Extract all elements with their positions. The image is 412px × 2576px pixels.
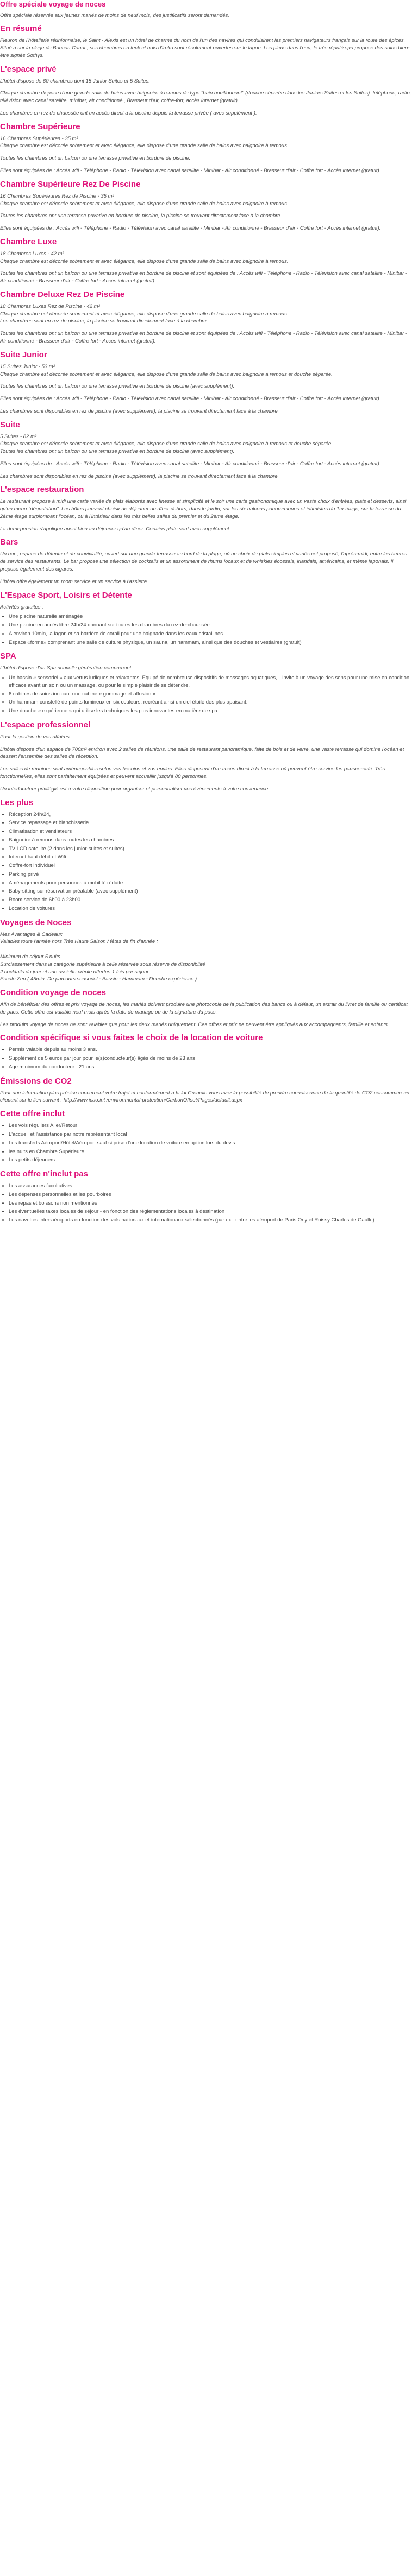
summary-text: Fleuron de l'hôtellerie réunionnaise, le Saint - Alexis est un hôtel de charme du nom de l'un des navires qui conduisirent les premiers navigateurs français sur la route des épices. Situé à sur la plage de Boucan Canot , ses chambres en teck et bois d'iroko sont résolument ouvertes sur le lagon. Les pieds dans l'eau, le très réputé spa propose des soins bien-être signés Sothys. bbox=[0, 37, 410, 59]
suite-junior-p4: Les chambres sont disponibles en rez de piscine (avec supplément), la piscine se trouvant directement face à la chambre bbox=[0, 408, 278, 414]
honeymoon-line: Surclassement dans la catégorie supérieure à celle réservée sous réserve de disponibilité bbox=[0, 961, 205, 967]
restaurant-title: L'espace restauration bbox=[0, 485, 84, 495]
suite-section bbox=[0, 420, 412, 480]
honeymoon-condition-section bbox=[0, 988, 412, 1028]
room-superieure-rdp-section bbox=[0, 180, 412, 232]
plus-title: Les plus bbox=[0, 798, 33, 807]
list-item: • Espace «forme» comprenant une salle de culture physique, un sauna, un hammam, ainsi que des douches et vestiaires (gratuit) bbox=[9, 639, 412, 647]
room-deluxe-description-2: Les chambres sont en rez de piscine, la piscine se trouvant directement face à la chambre. bbox=[0, 318, 208, 325]
list-item: • Les navettes inter-aéroports en fonction des vols nationaux et internationaux sélectionnés (par ex : entre les aéroport de Paris Orly et Roissy Charles de Gaulle) bbox=[9, 1217, 412, 1224]
included-title: Cette offre inclut bbox=[0, 1109, 65, 1119]
room-superieure-rdp-p2: Toutes les chambres ont une terrasse privative en bordure de piscine, la piscine se trouvant directement face à la chambre bbox=[0, 213, 280, 219]
room-luxe-section bbox=[0, 237, 412, 285]
honeymoon-line: Mes Avantages & Cadeaux bbox=[0, 931, 63, 938]
pro-p1: L'hôtel dispose d'un espace de 700m² environ avec 2 salles de réunions, une salle de restaurant panoramique, faite de bois et de verre, une vaste terrasse qui domine l'océan et dessert l'ensemble des salles de réception. bbox=[0, 746, 404, 760]
car-rental-condition-section bbox=[0, 1033, 412, 1071]
summary-title: En résumé bbox=[0, 24, 42, 34]
not-included-title: Cette offre n'inclut pas bbox=[0, 1169, 88, 1179]
room-superieure-p3: Elles sont équipées de : Accès wifi - Téléphone - Radio - Télévision avec canal satellite - Minibar - Air conditionné - Brasseur d'air - Coffre fort - Accès internet (gratuit). bbox=[0, 168, 381, 174]
suite-junior-section bbox=[0, 350, 412, 415]
suite-junior-count: 15 Suites Junior - 53 m² bbox=[0, 363, 55, 370]
pro-intro: Pour la gestion de vos affaires : bbox=[0, 733, 73, 740]
suite-description-2: Toutes les chambres ont un balcon ou une terrasse privative en bordure de piscine (avec supplément). bbox=[0, 448, 235, 455]
room-superieure-p2: Toutes les chambres ont un balcon ou une terrasse privative en bordure de piscine. bbox=[0, 155, 191, 162]
not-included-list bbox=[9, 1182, 412, 1224]
included-list bbox=[9, 1122, 412, 1164]
suite-title: Suite bbox=[0, 420, 20, 429]
list-item: • Une douche « expérience » qui utilise les techniques les plus innovantes en matière de spa. bbox=[9, 707, 412, 715]
suite-junior-p3: Elles sont équipées de : Accès wifi - Téléphone - Radio - Télévision avec canal satellite - Minibar - Air conditionné - Brasseur d'air - Coffre fort - Accès internet (gratuit). bbox=[0, 396, 381, 402]
honeymoon-title: Voyages de Noces bbox=[0, 917, 72, 927]
room-deluxe-title: Chambre Deluxe Rez De Piscine bbox=[0, 289, 125, 299]
plus-section bbox=[0, 798, 412, 913]
suite-desc bbox=[0, 433, 412, 455]
list-item: • Un hammam constellé de points lumineux en six couleurs, recréant ainsi un ciel étoilé des plus apaisant. bbox=[9, 699, 412, 706]
room-deluxe-desc bbox=[0, 303, 412, 325]
suite-junior-title: Suite Junior bbox=[0, 350, 47, 359]
honeymoon-benefits bbox=[0, 931, 412, 983]
room-luxe-count: 18 Chambres Luxes - 42 m² bbox=[0, 250, 64, 257]
suite-junior-description: Chaque chambre est décorée sobrement et avec élégance, elle dispose d'une grande salle de bains avec baignoire à remous et douche séparée. bbox=[0, 371, 333, 377]
private-space-p1: L'hôtel dispose de 60 chambres dont 15 Junior Suites et 5 Suites. bbox=[0, 78, 150, 84]
list-item: • Supplément de 5 euros par jour pour le(s)conducteur(s) âgés de moins de 23 ans bbox=[9, 1055, 412, 1062]
list-item: • Climatisation et ventilateurs bbox=[9, 828, 412, 836]
suite-count: 5 Suites - 82 m² bbox=[0, 433, 37, 440]
sport-intro: Activités gratuites : bbox=[0, 604, 43, 610]
special-offer-title: Offre spéciale voyage de noces bbox=[0, 0, 106, 8]
suite-junior-desc bbox=[0, 363, 412, 378]
room-superieure-section bbox=[0, 122, 412, 175]
list-item: • Les transferts Aéroport/Hôtel/Aéroport sauf si prise d'une location de voiture en option lors du devis bbox=[9, 1140, 412, 1147]
honeymoon-section bbox=[0, 918, 412, 983]
room-deluxe-description: Chaque chambre est décorée sobrement et avec élégance, elle dispose d'une grande salle de bains avec baignoire à remous. bbox=[0, 311, 289, 317]
room-superieure-rdp-count: 16 Chambres Supérieures Rez de Piscine - 35 m² bbox=[0, 193, 114, 199]
summary-section bbox=[0, 24, 412, 59]
list-item: • Les dépenses personnelles et les pourboires bbox=[9, 1191, 412, 1199]
list-item: • TV LCD satellite (2 dans les junior-suites et suites) bbox=[9, 845, 412, 853]
list-item: • Parking privé bbox=[9, 871, 412, 878]
list-item: • Réception 24h/24, bbox=[9, 811, 412, 819]
restaurant-p2: La demi-pension s'applique aussi bien au déjeuner qu'au dîner. Certains plats sont avec supplément. bbox=[0, 526, 231, 532]
sport-section bbox=[0, 591, 412, 647]
room-luxe-description: Chaque chambre est décorée sobrement et avec élégance, elle dispose d'une grande salle de bains avec baignoire à remous. bbox=[0, 258, 289, 264]
car-rental-condition-list bbox=[9, 1046, 412, 1071]
spa-list bbox=[9, 674, 412, 715]
room-luxe-p2: Toutes les chambres ont un balcon ou une terrasse privative en bordure de piscine et sont équipées de : Accès wifi - Téléphone - Radio - Télévision avec canal satellite - Minibar - Air conditionné - Brasseur d'air - Coffre fort - Accès internet (gratuit). bbox=[0, 270, 408, 284]
list-item: • A environ 10min, la lagon et sa barrière de corail pour une baignade dans les eaux cristallines bbox=[9, 630, 412, 638]
bars-p2: L'hôtel offre également un room service et un service à l'assiette. bbox=[0, 578, 148, 585]
list-item: • Les petits déjeuners bbox=[9, 1156, 412, 1164]
list-item: • Permis valable depuis au moins 3 ans. bbox=[9, 1046, 412, 1054]
list-item: • Les assurances facultatives bbox=[9, 1182, 412, 1190]
room-superieure-rdp-description: Chaque chambre est décorée sobrement et avec élégance, elle dispose d'une grande salle de bains avec baignoire à remous. bbox=[0, 200, 289, 207]
restaurant-p1: Le restaurant propose à midi une carte variée de plats élaborés avec finesse et simplicité et le soir une carte gastronomique avec un vaste choix d'entrées, plats et desserts, ainsi qu'un menu "dégustation". Les hôtes peuvent choisir de déjeuner ou dîner dehors, dans le jardin, sur les six balcons panoramiques et intimistes du 1er étage, sur la terrasse du 2ème étage surplombant l'océan, ou à l'intérieur dans les très belles salles du premier et du 2ème étage. bbox=[0, 498, 407, 520]
bars-title: Bars bbox=[0, 537, 18, 547]
restaurant-section bbox=[0, 485, 412, 533]
room-superieure-title: Chambre Supérieure bbox=[0, 122, 80, 131]
spa-intro: L'hôtel dispose d'un Spa nouvelle génération comprenant : bbox=[0, 665, 134, 672]
honeymoon-line: Escale Zen ( 45min. De parcours sensoriel - Bassin - Hammam - Douche expérience ) bbox=[0, 976, 197, 983]
co2-section bbox=[0, 1077, 412, 1105]
private-space-p2: Chaque chambre dispose d'une grande salle de bains avec baignoire à remous de type "bain bouillonnant" (douche séparée dans les Juniors Suites et les Suites). téléphone, radio, télévision avec canal satellite, minibar, air conditionné , Brasseur d'air, coffre-fort, accès internet (gratuit). bbox=[0, 90, 411, 104]
honeymoon-line: Minimum de séjour 5 nuits bbox=[0, 954, 60, 960]
list-item: • L'accueil et l'assistance par notre représentant local bbox=[9, 1131, 412, 1138]
list-item: • Room service de 6h00 à 23h00 bbox=[9, 896, 412, 904]
list-item: • Aménagements pour personnes à mobilité réduite bbox=[9, 879, 412, 887]
room-superieure-desc bbox=[0, 135, 412, 150]
suite-p3: Les chambres sont disponibles en rez de piscine (avec supplément), la piscine se trouvant directement face à la chambre bbox=[0, 473, 278, 479]
co2-text[interactable]: Pour une information plus précise concernant votre trajet et conformément à la loi Grenelle vous avez la possibilité de prendre connaissance de la quantité de CO2 consommée en cliquant sur le lien suivant : http://www.icao.int /environmental-protection/CarbonOffset/Pages/default.aspx bbox=[0, 1090, 410, 1104]
pro-p3: Un interlocuteur privilégié est à votre disposition pour organiser et personnaliser vos événements à votre convenance. bbox=[0, 786, 270, 792]
pro-title: L'espace professionnel bbox=[0, 720, 91, 730]
list-item: • 6 cabines de soins incluant une cabine « gommage et affusion ». bbox=[9, 691, 412, 698]
list-item: • Les éventuelles taxes locales de séjour - en fonction des réglementations locales à destination bbox=[9, 1208, 412, 1216]
room-superieure-rdp-p3: Elles sont équipées de : Accès wifi - Téléphone - Radio - Télévision avec canal satellite - Minibar - Air conditionné - Brasseur d'air - Coffre fort - Accès internet (gratuit). bbox=[0, 225, 381, 232]
private-space-title: L'espace privé bbox=[0, 64, 57, 74]
list-item: • les nuits en Chambre Supérieure bbox=[9, 1148, 412, 1156]
private-space-section bbox=[0, 65, 412, 117]
list-item: • Les repas et boissons non mentionnés bbox=[9, 1200, 412, 1207]
private-space-p3: Les chambres en rez de chaussée ont un accès direct à la piscine depuis la terrasse privée ( avec supplément ). bbox=[0, 110, 257, 116]
honeymoon-line: 2 cocktails du jour et une assiette créole offertes 1 fois par séjour. bbox=[0, 969, 150, 975]
room-luxe-desc bbox=[0, 250, 412, 265]
special-offer-text: Offre spéciale réservée aux jeunes mariés de moins de neuf mois, des justificatifs seront demandés. bbox=[0, 12, 229, 18]
honeymoon-condition-p1: Afin de bénéficier des offres et prix voyage de noces, les mariés doivent produire une photocopie de la publication des bancs ou à défaut, un extrait du livret de famille ou certificat de pacs. Cette offre est valable neuf mois après la date de mariage ou de la signature du pacs. bbox=[0, 1002, 408, 1015]
list-item: • Location de voitures bbox=[9, 905, 412, 913]
sport-list bbox=[9, 613, 412, 646]
room-deluxe-count: 18 Chambres Luxes Rez de Piscine - 42 m² bbox=[0, 303, 100, 309]
room-deluxe-p2: Toutes les chambres ont un balcon ou une terrasse privative en bordure de piscine et sont équipées de : Accès wifi - Téléphone - Radio - Télévision avec canal satellite - Minibar - Air conditionné - Brasseur d'air - Coffre fort - Accès internet (gratuit). bbox=[0, 331, 408, 344]
list-item: • Coffre-fort individuel bbox=[9, 862, 412, 870]
list-item: • Une piscine naturelle aménagée bbox=[9, 613, 412, 621]
special-offer-section bbox=[0, 0, 412, 19]
room-superieure-rdp-desc bbox=[0, 193, 412, 208]
not-included-section bbox=[0, 1169, 412, 1224]
room-superieure-description: Chaque chambre est décorée sobrement et avec élégance, elle dispose d'une grande salle de bains avec baignoire à remous. bbox=[0, 143, 289, 149]
room-luxe-title: Chambre Luxe bbox=[0, 237, 57, 246]
sport-title: L'Espace Sport, Loisirs et Détente bbox=[0, 590, 132, 600]
room-deluxe-section bbox=[0, 290, 412, 345]
suite-junior-p2: Toutes les chambres ont un balcon ou une terrasse privative en bordure de piscine (avec supplément). bbox=[0, 383, 235, 390]
list-item: • Baby-sitting sur réservation préalable (avec supplément) bbox=[9, 888, 412, 895]
honeymoon-line: Valables toute l'année hors Très Haute Saison / fêtes de fin d'année : bbox=[0, 939, 158, 945]
spa-section bbox=[0, 651, 412, 715]
bars-section bbox=[0, 537, 412, 585]
list-item: • Un bassin « sensoriel » aux vertus ludiques et relaxantes. Équipé de nombreuse dispositifs de massages aquatiques, il invite à un voyage des sens pour une mise en condition efficace avant un soin ou un massage, ou pour le simple plaisir de se détendre. bbox=[9, 674, 412, 689]
included-section bbox=[0, 1109, 412, 1164]
spa-title: SPA bbox=[0, 651, 16, 661]
suite-description: Chaque chambre est décorée sobrement et avec élégance, elle dispose d'une grande salle de bains avec baignoire à remous et douche séparée. bbox=[0, 441, 333, 447]
suite-p2: Elles sont équipées de : Accès wifi - Téléphone - Radio - Télévision avec canal satellite - Minibar - Air conditionné - Brasseur d'air - Coffre fort - Accès internet (gratuit). bbox=[0, 460, 381, 467]
co2-title: Émissions de CO2 bbox=[0, 1076, 72, 1086]
list-item: • Service repassage et blanchisserie bbox=[9, 819, 412, 827]
page bbox=[0, 0, 412, 1224]
room-superieure-rdp-title: Chambre Supérieure Rez De Piscine bbox=[0, 179, 141, 189]
list-item: • Baignoire à remous dans toutes les chambres bbox=[9, 837, 412, 844]
list-item: • Une piscine en accès libre 24h/24 donnant sur toutes les chambres du rez-de-chaussée bbox=[9, 622, 412, 629]
honeymoon-condition-title: Condition voyage de noces bbox=[0, 988, 107, 998]
pro-section bbox=[0, 720, 412, 793]
list-item: • Les vols réguliers Aller/Retour bbox=[9, 1122, 412, 1130]
bars-p1: Un bar , espace de détente et de convivialité, ouvert sur une grande terrasse au bord de la plage, où un choix de plats simples et variés est proposé, l'après-midi, entre les heures de service des restaurants. Le bar propose une sélection de cocktails et un assortiment de rhums locaux et de whiskies écossais, irlandais, américains, et même japonais. Il propose également des cigares. bbox=[0, 551, 408, 572]
room-superieure-count: 16 Chambres Supérieures - 35 m² bbox=[0, 135, 78, 142]
pro-p2: Les salles de réunions sont aménageables selon vos besoins et vos envies. Elles disposent d'un accès direct à la terrasse où peuvent être servies les pauses-café. Très fonctionnelles, elles sont parfaitement équipées et peuvent accueillir jusqu'à 80 personnes. bbox=[0, 766, 385, 780]
list-item: • Age minimum du conducteur : 21 ans bbox=[9, 1064, 412, 1071]
list-item: • Internet haut débit et Wifi bbox=[9, 853, 412, 861]
honeymoon-condition-p2: Les produits voyage de noces ne sont valables que pour les deux mariés uniquement. Ces offres et prix ne peuvent être appliqués aux accompagnants, famille et enfants. bbox=[0, 1021, 389, 1028]
car-rental-condition-title: Condition spécifique si vous faites le choix de la location de voiture bbox=[0, 1033, 263, 1043]
plus-list bbox=[9, 811, 412, 913]
